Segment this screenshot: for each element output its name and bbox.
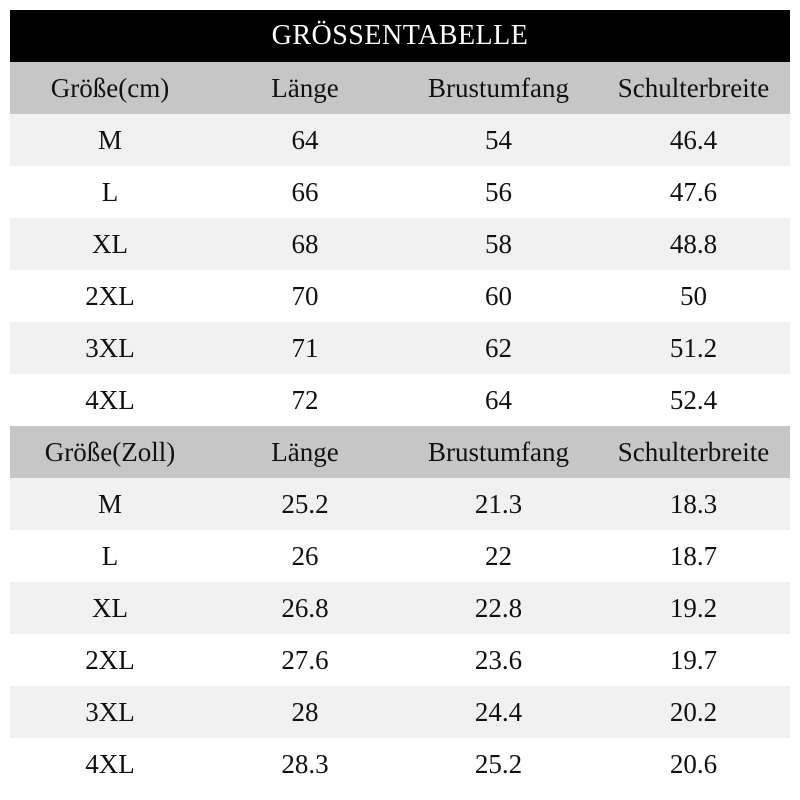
shoulder-cell: 18.3 (669, 488, 718, 519)
shoulder-cell: 51.2 (669, 332, 718, 363)
length-cell: 27.6 (281, 644, 329, 675)
size-table-inch (10, 426, 790, 790)
chest-cell: 60 (485, 280, 512, 311)
size-cell: M (97, 124, 122, 155)
length-cell: 28 (291, 696, 319, 727)
header-length: Länge (271, 436, 339, 467)
table-row (10, 582, 790, 634)
size-cell: 3XL (85, 696, 135, 727)
length-cell: 26.8 (281, 592, 329, 623)
table-row (10, 738, 790, 790)
size-cell: M (97, 488, 122, 519)
table-row (10, 218, 790, 270)
table-row (10, 166, 790, 218)
header-size: Größe(Zoll) (44, 436, 176, 467)
size-cell: XL (92, 592, 128, 623)
table-row (10, 114, 790, 166)
chest-cell: 22 (485, 540, 512, 571)
table-row (10, 270, 790, 322)
chest-cell: 64 (485, 384, 512, 415)
size-cell: XL (92, 228, 128, 259)
chest-cell: 56 (485, 176, 512, 207)
length-cell: 72 (291, 384, 319, 415)
header-chest: Brustumfang (428, 72, 569, 103)
chest-cell: 22.8 (474, 592, 523, 623)
chest-cell: 23.6 (474, 644, 523, 675)
length-cell: 68 (291, 228, 319, 259)
chest-cell: 21.3 (474, 488, 523, 519)
size-table-cm (10, 62, 790, 426)
table-row (10, 634, 790, 686)
table-row (10, 686, 790, 738)
size-cell: 2XL (85, 280, 135, 311)
length-cell: 28.3 (281, 748, 329, 779)
header-length: Länge (271, 72, 339, 103)
shoulder-cell: 50 (680, 280, 707, 311)
table-row (10, 478, 790, 530)
size-cell: L (101, 540, 119, 571)
header-chest: Brustumfang (428, 436, 569, 467)
table-row (10, 374, 790, 426)
chest-cell: 62 (485, 332, 512, 363)
header-size: Größe(cm) (50, 72, 170, 103)
length-cell: 70 (291, 280, 319, 311)
shoulder-cell: 46.4 (669, 124, 718, 155)
length-cell: 64 (291, 124, 319, 155)
size-cell: 3XL (85, 332, 135, 363)
chest-cell: 54 (485, 124, 512, 155)
size-cell: 4XL (85, 384, 135, 415)
size-cell: L (101, 176, 119, 207)
length-cell: 66 (291, 176, 319, 207)
chart-title: GRÖSSENTABELLE (10, 10, 790, 62)
shoulder-cell: 52.4 (669, 384, 718, 415)
length-cell: 71 (291, 332, 319, 363)
shoulder-cell: 48.8 (669, 228, 718, 259)
length-cell: 26 (291, 540, 319, 571)
shoulder-cell: 20.6 (669, 748, 718, 779)
table-row (10, 530, 790, 582)
chest-cell: 58 (485, 228, 512, 259)
length-cell: 25.2 (281, 488, 329, 519)
chest-cell: 24.4 (474, 696, 523, 727)
size-cell: 2XL (85, 644, 135, 675)
shoulder-cell: 19.7 (669, 644, 718, 675)
shoulder-cell: 19.2 (669, 592, 718, 623)
shoulder-cell: 18.7 (669, 540, 718, 571)
size-cell: 4XL (85, 748, 135, 779)
header-shoulder: Schulterbreite (617, 436, 770, 467)
table-header-row (10, 426, 790, 478)
shoulder-cell: 47.6 (669, 176, 718, 207)
shoulder-cell: 20.2 (669, 696, 718, 727)
chest-cell: 25.2 (474, 748, 523, 779)
size-chart (10, 10, 790, 790)
table-row (10, 322, 790, 374)
table-header-row (10, 62, 790, 114)
header-shoulder: Schulterbreite (617, 72, 770, 103)
